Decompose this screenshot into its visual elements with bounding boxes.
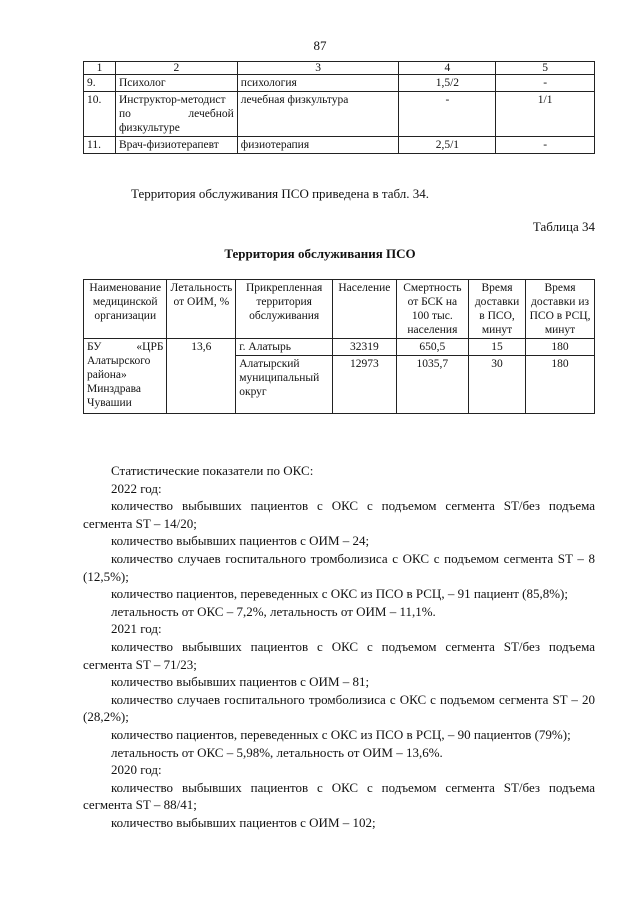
stat-line: количество выбывших пациентов с ОКС с подъемом сегмента ST/без подъема сегмента ST – 14/20; <box>83 498 595 531</box>
column-header: Прикрепленная территория обслуживания <box>236 280 333 339</box>
stat-line: количество пациентов, переведенных с ОКС из ПСО в РСЦ, – 90 пациентов (79%); <box>111 726 571 742</box>
year-heading: 2022 год: <box>111 480 162 496</box>
specialist: Психолог <box>115 75 237 92</box>
stat-line: количество пациентов, переведенных с ОКС из ПСО в РСЦ, – 91 пациент (85,8%); <box>111 586 568 602</box>
row-number: 11. <box>84 137 116 154</box>
table-header-row <box>84 280 595 339</box>
population: 32319 <box>333 339 397 356</box>
value-col5: - <box>496 137 595 154</box>
specialist: Врач-физиотерапевт <box>115 137 237 154</box>
territory: Алатырский муниципальный округ <box>236 356 333 414</box>
profile: физиотерапия <box>237 137 399 154</box>
mortality-oim: 13,6 <box>167 339 236 414</box>
page-number: 87 <box>313 38 327 53</box>
row-number: 10. <box>84 92 116 137</box>
stat-line: количество выбывших пациентов с ОКС с подъемом сегмента ST/без подъема сегмента ST – 88/41; <box>83 779 595 813</box>
row-number: 9. <box>84 75 116 92</box>
territory-table <box>83 279 595 414</box>
territory: г. Алатырь <box>236 339 333 356</box>
profile: психология <box>237 75 399 92</box>
year-heading: 2020 год: <box>111 762 162 778</box>
column-header: 5 <box>496 62 595 75</box>
value-col4: 2,5/1 <box>399 137 496 154</box>
time-to-pso: 30 <box>469 356 526 414</box>
column-header: 3 <box>237 62 399 75</box>
time-to-pso: 15 <box>469 339 526 356</box>
stat-line: количество случаев госпитального тромболизиса с ОКС с подъемом сегмента ST – 8 (12,5%); <box>83 550 595 584</box>
profile: лечебная физкультура <box>237 92 399 137</box>
value-col4: 1,5/2 <box>399 75 496 92</box>
table-row <box>84 92 595 137</box>
column-header: Время доставки в ПСО, минут <box>469 280 526 339</box>
table-row <box>84 75 595 92</box>
death-rate: 1035,7 <box>396 356 468 414</box>
column-header: Население <box>333 280 397 339</box>
column-header: 4 <box>399 62 496 75</box>
population: 12973 <box>333 356 397 414</box>
column-header: Время доставки из ПСО в РСЦ, минут <box>526 280 595 339</box>
column-header: 2 <box>115 62 237 75</box>
stat-line: количество выбывших пациентов с ОИМ – 102; <box>111 814 376 830</box>
value-col5: - <box>496 75 595 92</box>
value-col4: - <box>399 92 496 137</box>
column-header: 1 <box>84 62 116 75</box>
stats-heading: Статистические показатели по ОКС: <box>111 463 314 478</box>
stat-line: летальность от ОКС – 7,2%, летальность от ОИМ – 11,1%. <box>111 603 436 619</box>
organization: БУ «ЦРБ Алатырского района» Минздрава Чувашии <box>84 339 167 414</box>
time-to-rsc: 180 <box>526 356 595 414</box>
value-col5: 1/1 <box>496 92 595 137</box>
stat-line: летальность от ОКС – 5,98%, летальность от ОИМ – 13,6%. <box>111 744 443 760</box>
table-title: Территория обслуживания ПСО <box>224 246 416 261</box>
death-rate: 650,5 <box>396 339 468 356</box>
time-to-rsc: 180 <box>526 339 595 356</box>
stat-line: количество выбывших пациентов с ОИМ – 81; <box>111 674 370 690</box>
table-row <box>84 137 595 154</box>
stat-line: количество выбывших пациентов с ОИМ – 24; <box>111 533 370 549</box>
table-row <box>84 339 595 356</box>
column-header: Смертность от БСК на 100 тыс. населения <box>396 280 468 339</box>
statistics-section <box>83 462 595 831</box>
specialist: Инструктор-методист по лечебной физкультуре <box>115 92 237 137</box>
stat-line: количество случаев госпитального тромболизиса с ОКС с подъемом сегмента ST – 20 (28,2%); <box>83 691 595 725</box>
year-heading: 2021 год: <box>111 621 162 637</box>
staff-table <box>83 61 595 154</box>
table-label: Таблица 34 <box>532 219 595 234</box>
column-header: Наименование медицинской организации <box>84 280 167 339</box>
intro-text: Территория обслуживания ПСО приведена в табл. 34. <box>131 186 430 201</box>
table-header-row <box>84 62 595 75</box>
stat-line: количество выбывших пациентов с ОКС с подъемом сегмента ST/без подъема сегмента ST – 71/23; <box>83 638 595 672</box>
column-header: Летальность от ОИМ, % <box>167 280 236 339</box>
